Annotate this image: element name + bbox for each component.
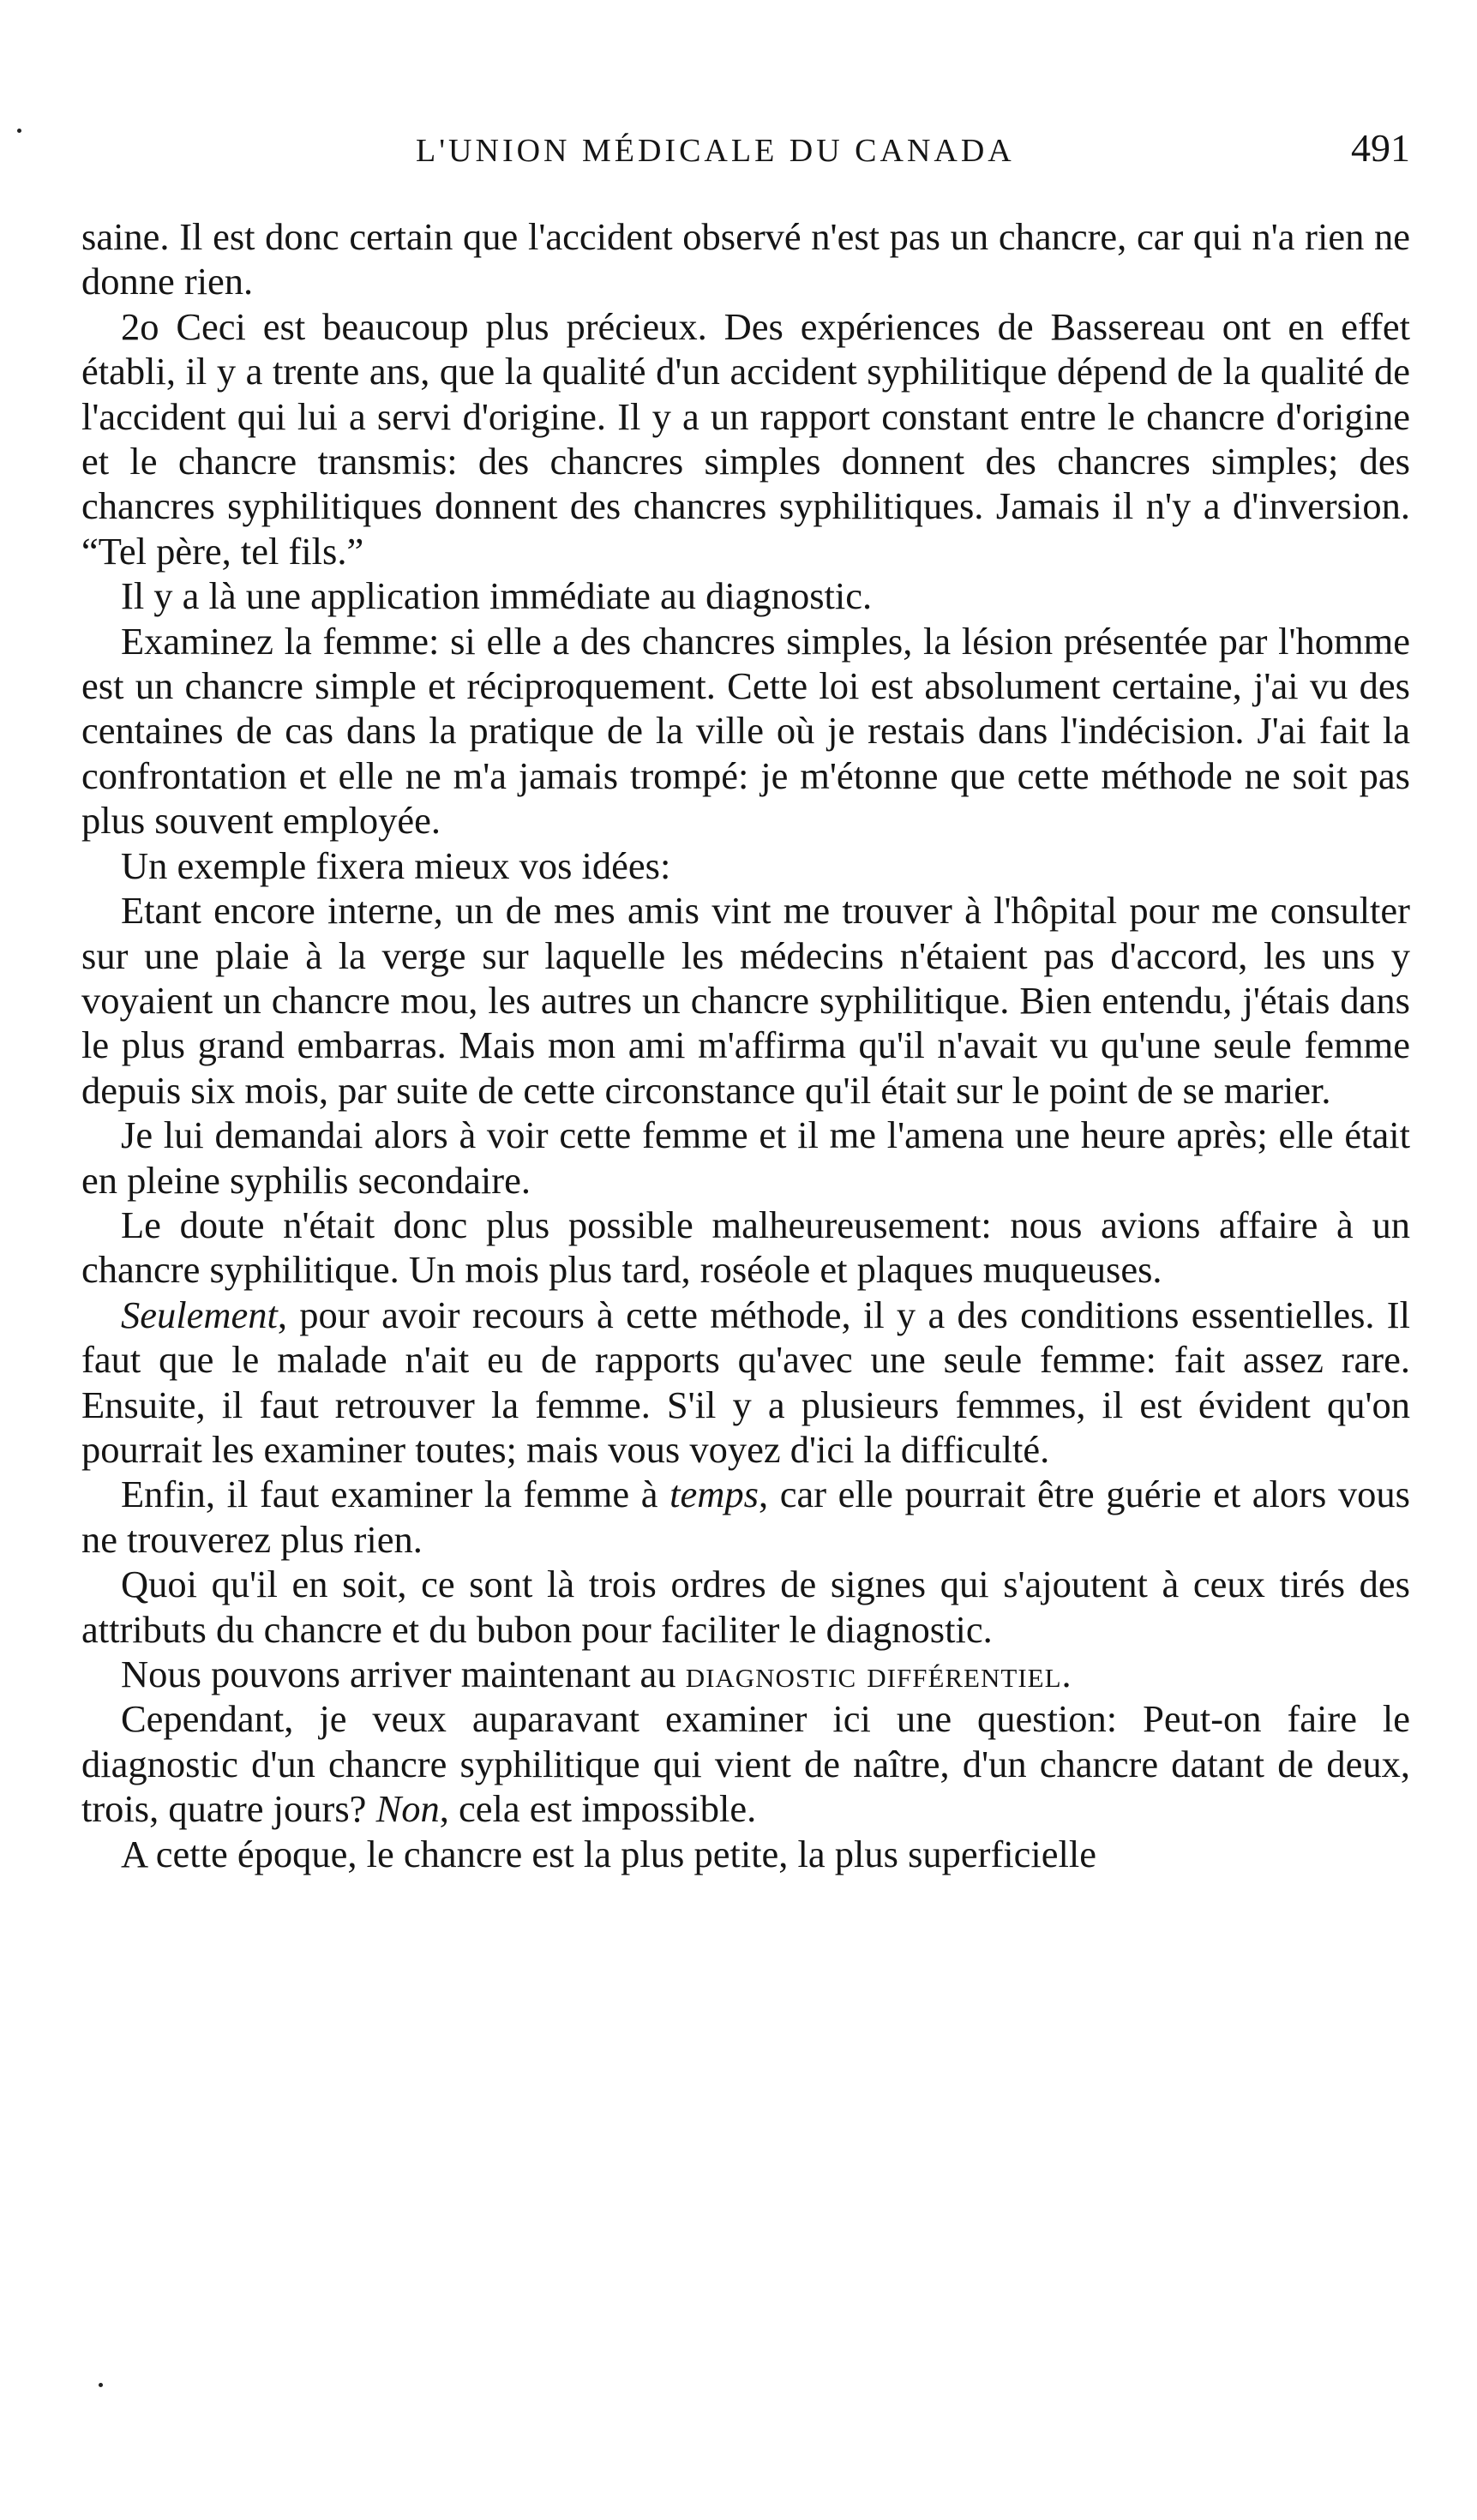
italic-temps: temps [669, 1473, 759, 1516]
paragraph-11: Quoi qu'il en soit, ce sont là trois ordres de signes qui s'ajoutent à ceux tirés des attributs du chancre et du bubon pour faciliter le diagnostic. [81, 1563, 1410, 1651]
section-heading-diagnostic-differentiel: diagnostic différentiel. [685, 1653, 1072, 1695]
paragraph-9: Seulement, pour avoir recours à cette méthode, il y a des conditions essentielles. Il faut que le malade n'ait eu de rapports qu'avec une seule femme: fait assez rare. Ensuite, il faut retrouver la femme. S'il y a plusieurs femmes, il est évident qu'on pourrait les examiner toutes; mais vous voyez d'ici la difficulté. [81, 1293, 1410, 1471]
book-page [81, 0, 1410, 1876]
paragraph-5: Un exemple fixera mieux vos idées: [121, 843, 671, 887]
paragraph-7: Je lui demandai alors à voir cette femme et il me l'amena une heure après; elle était en pleine syphilis secondaire. [81, 1113, 1410, 1202]
paragraph-2: 2o Ceci est beaucoup plus précieux. Des expériences de Bassereau ont en effet établi, il y a trente ans, que la qualité d'un accident syphilitique dépend de la qualité de l'accident qui lui a servi d'origine. Il y a un rapport constant entre le chancre d'origine et le chancre transmis: des chancres simples donnent des chancres simples; des chancres syphilitiques donnent des chancres syphilitiques. Jamais il n'y a d'inversion. “Tel père, tel fils.” [81, 304, 1410, 573]
paragraph-14: A cette époque, le chancre est la plus petite, la plus superficielle [121, 1832, 1097, 1875]
body-text [81, 214, 1410, 1876]
paragraph-13: Cependant, je veux auparavant examiner ici une question: Peut-on faire le diagnostic d'un chancre syphilitique qui vient de naître, d'un chancre datant de deux, trois, quatre jours? Non, cela est impossible. [81, 1697, 1410, 1831]
paragraph-3: Il y a là une application immédiate au diagnostic. [121, 574, 873, 618]
paragraph-8: Le doute n'était donc plus possible malheureusement: nous avions affaire à un chancre syphilitique. Un mois plus tard, roséole et plaques muqueuses. [81, 1203, 1410, 1292]
italic-seulement: Seulement [121, 1293, 278, 1336]
stray-ink-dot [99, 2383, 103, 2387]
paragraph-10: Enfin, il faut examiner la femme à temps, car elle pourrait être guérie et alors vous ne trouverez plus rien. [81, 1473, 1410, 1561]
running-title: L'UNION MÉDICALE DU CANADA [416, 133, 1015, 169]
italic-non: Non [375, 1787, 440, 1831]
stray-ink-dot [17, 129, 21, 133]
paragraph-1: saine. Il est donc certain que l'accident observé n'est pas un chancre, car qui n'a rien ne donne rien. [81, 215, 1410, 303]
running-head [81, 0, 1410, 214]
page-number: 491 [1351, 126, 1410, 170]
paragraph-6: Etant encore interne, un de mes amis vint me trouver à l'hôpital pour me consulter sur une plaie à la verge sur laquelle les médecins n'étaient pas d'accord, les uns y voyaient un chancre mou, les autres un chancre syphilitique. Bien entendu, j'étais dans le plus grand embarras. Mais mon ami m'affirma qu'il n'avait vu qu'une seule femme depuis six mois, par suite de cette circonstance qu'il était sur le point de se marier. [81, 889, 1410, 1112]
paragraph-12: Nous pouvons arriver maintenant au diagnostic différentiel. [121, 1653, 1072, 1695]
paragraph-4: Examinez la femme: si elle a des chancres simples, la lésion présentée par l'homme est un chancre simple et réciproquement. Cette loi est absolument certaine, j'ai vu des centaines de cas dans la pratique de la ville où je restais dans l'indécision. J'ai fait la confrontation et elle ne m'a jamais trompé: je m'étonne que cette méthode ne soit pas plus souvent employée. [81, 619, 1410, 843]
